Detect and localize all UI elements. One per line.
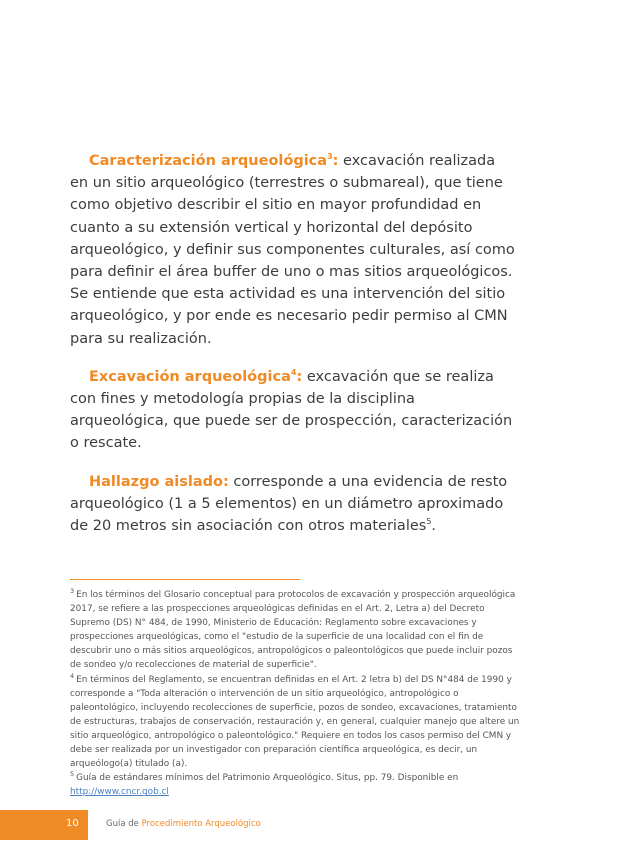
footnote-ref-5[interactable]: 5 <box>426 517 432 527</box>
footnote-number: 5 <box>70 770 75 779</box>
cncr-link[interactable]: http://www.cncr.gob.cl <box>70 787 169 798</box>
term-caracterizacion <box>89 153 338 169</box>
footnote-ref-4[interactable]: 4 <box>290 368 297 377</box>
footer-title <box>106 819 261 829</box>
footnote-4-text: En términos del Reglamento, se encuentran definidas en el Art. 2 letra b) del DS N°484 de 1990 y corresponde a "Toda alteración o intervención de un sitio arqueológico, antropológico o paleontológico, incluyendo recolecciones de superficie, pozos de sondeo, excavaciones, tratamiento de estructuras, trabajos de conservación, restauración y, en general, cualquier manejo que altere un sitio arqueológico, antropológico o paleontológico." Requiere en todos los casos permiso del CMN y debe ser realizada por un investigador con preparación científica arqueológica, es decir, un arqueólogo(a) titulado (a). <box>70 674 520 770</box>
footnote-number: 3 <box>70 587 75 596</box>
footnote-4 <box>70 673 520 772</box>
term-excavacion <box>89 369 302 385</box>
term-excavacion-label: Excavación arqueológica <box>89 368 291 385</box>
footer-prefix: Guía de <box>106 819 142 829</box>
footnote-3 <box>70 588 520 673</box>
footnote-divider <box>70 579 300 580</box>
main-body <box>70 150 515 553</box>
footnote-3-text: En los términos del Glosario conceptual para protocolos de excavación y prospección arqueológica 2017, se refiere a las prospecciones arqueológicas definidas en el Art. 2, Letra a) del Decreto Supremo (DS) N° 484, de 1990, Ministerio de Educación: Reglamento sobre excavaciones y prospecciones arqueológicas, como el "estudio de la superficie de una localidad con el fin de descubrir uno o más sitios arqueológicos, antropológicos o paleontológicos que puede incluir pozos de sondeo y/o recolecciones de material de superficie". <box>70 590 516 671</box>
definition-excavacion <box>70 366 515 455</box>
definition-hallazgo-text: corresponde a una evidencia de resto arqueológico (1 a 5 elementos) en un diámetro aproximado de 20 metros sin asociación con otros materiales <box>70 473 508 535</box>
term-caracterizacion-label: Caracterización arqueológica <box>89 153 328 169</box>
term-colon: : <box>332 153 339 169</box>
definition-caracterizacion-text: excavación realizada en un sitio arqueológico (terrestres o submareal), que tiene como objetivo describir el sitio en mayor profundidad en cuanto a su extensión vertical y horizontal del depósito arqueológico, y definir sus componentes culturales, así como para definir el área buffer de uno o mas sitios arqueológicos. Se entiende que esta actividad es una intervención del sitio arqueológico, y por ende es necesario pedir permiso al CMN para su realización. <box>70 153 515 347</box>
term-hallazgo: Hallazgo aislado: <box>89 473 229 490</box>
term-colon: : <box>296 368 303 385</box>
page-number: 10 <box>66 818 79 829</box>
footnotes <box>70 588 520 799</box>
footnote-5-text: Guía de estándares mínimos del Patrimonio Arqueológico. Situs, pp. 79. Disponible en <box>76 773 459 784</box>
definition-caracterizacion <box>70 150 515 350</box>
definition-hallazgo <box>70 471 515 538</box>
footnote-number: 4 <box>70 671 75 680</box>
footer-brand: Procedimiento Arqueológico <box>141 819 261 829</box>
definition-excavacion-text: excavación que se realiza con fines y metodología propias de la disciplina arqueológica, que puede ser de prospección, caracterización o rescate. <box>70 368 513 452</box>
footnote-ref-3[interactable]: 3 <box>327 152 333 162</box>
sentence-end: . <box>431 518 437 535</box>
footnote-5 <box>70 771 520 799</box>
